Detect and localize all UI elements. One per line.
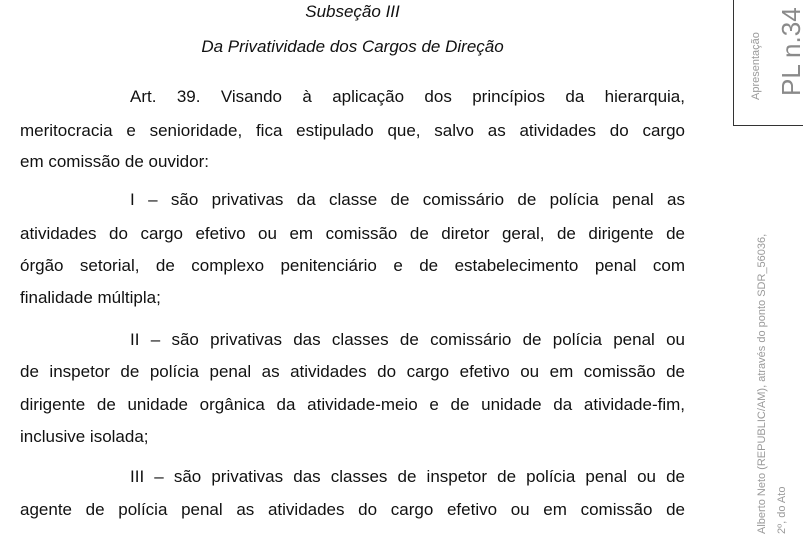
article-39-line-1: Art. 39. Visando à aplicação dos princípios da hierarquia, [130, 87, 685, 106]
article-39-line-2: meritocracia e senioridade, fica estipulado que, salvo as atividades do cargo [20, 121, 685, 140]
subsection-title: Subseção III [305, 2, 400, 21]
bill-number-label: PL n.34 [776, 7, 806, 96]
item-i-line-1: I – são privativas da classe de comissário de polícia penal as [130, 190, 685, 209]
item-ii-line-1: II – são privativas das classes de comissário de polícia penal ou [130, 330, 685, 349]
item-i-line-3: órgão setorial, de complexo penitenciário e de estabelecimento penal com [20, 256, 685, 275]
item-i-line-2: atividades do cargo efetivo ou em comissão de diretor geral, de dirigente de [20, 224, 685, 243]
item-iii-line-2: agente de polícia penal as atividades do cargo efetivo ou em comissão de [20, 500, 685, 519]
item-i-line-4: finalidade múltipla; [20, 288, 161, 307]
presentation-label: Apresentação [750, 32, 762, 100]
section-heading: Da Privatividade dos Cargos de Direção [201, 37, 504, 56]
item-ii-line-2: de inspetor de polícia penal as atividades do cargo efetivo ou em comissão de [20, 362, 685, 381]
item-ii-line-4: inclusive isolada; [20, 427, 149, 446]
signature-note-line-2: 2º, do Ato [776, 486, 788, 534]
item-ii-line-3: dirigente de unidade orgânica da atividade-meio e de unidade da atividade-fim, [20, 395, 685, 414]
signature-note-line-1: Alberto Neto (REPUBLIC/AM), através do ponto SDR_56036, [756, 233, 768, 534]
article-39-line-3: em comissão de ouvidor: [20, 152, 209, 171]
item-iii-line-1: III – são privativas das classes de inspetor de polícia penal ou de [130, 467, 685, 486]
